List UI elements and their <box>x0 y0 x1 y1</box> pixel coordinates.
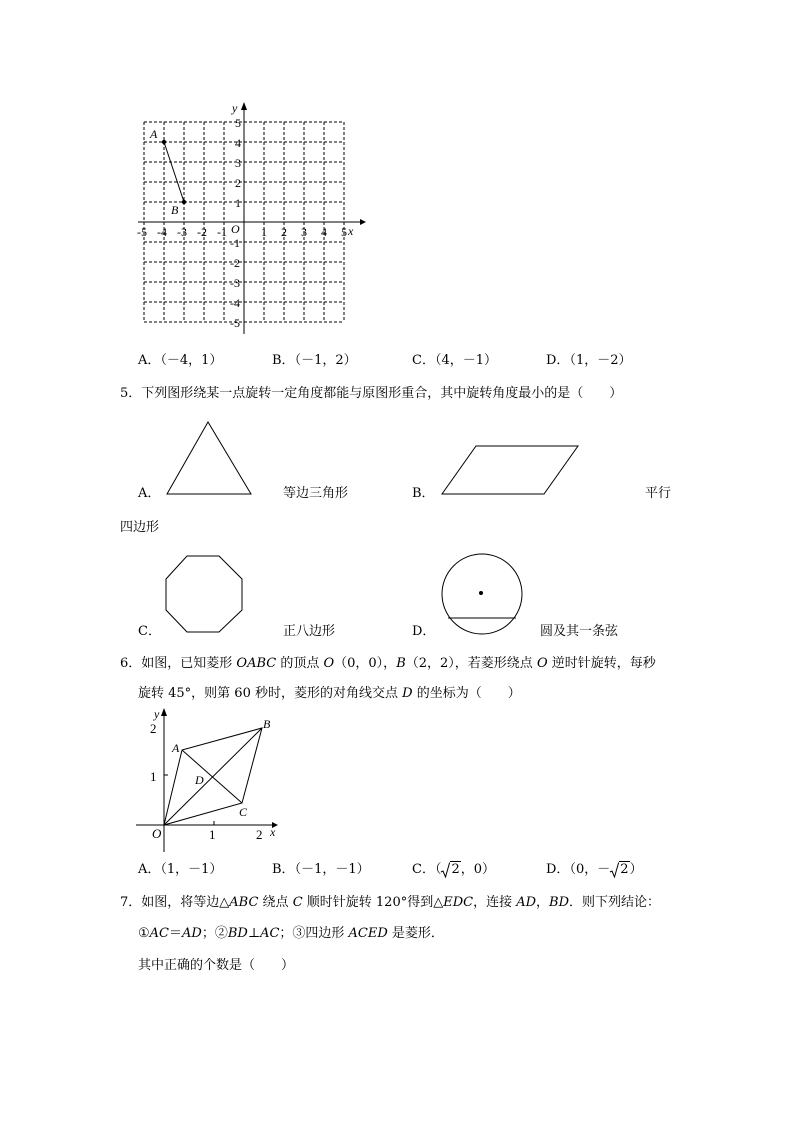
q5-option-c-caption: 正八边形 <box>283 624 336 639</box>
q7-var: BD <box>549 895 570 910</box>
q7-text: 绕点 <box>258 895 293 910</box>
q5-option-d-caption: 圆及其一条弦 <box>540 624 619 639</box>
q7-text: ， <box>536 895 550 910</box>
q4-point-b <box>182 200 186 204</box>
q6-option-d-post: ） <box>629 862 643 877</box>
q4-y-tick-label: -2 <box>230 256 240 270</box>
q7-text: ．则下列结论： <box>569 895 661 910</box>
q7-line1 <box>120 895 660 911</box>
q6-label-a: A <box>172 741 180 755</box>
q4-x-arrow <box>360 219 366 225</box>
q6-var: O <box>323 656 335 671</box>
q5-option-b-letter: B． <box>412 486 435 501</box>
q4-x-tick-label: 1 <box>261 225 267 239</box>
q4-x-tick-label: 2 <box>281 225 287 239</box>
q5-figure-parallelogram <box>440 444 582 496</box>
q4-x-tick-label: -2 <box>197 225 207 239</box>
q7-var: AD <box>516 895 537 910</box>
q4-label-b: B <box>171 203 179 217</box>
q5-option-c-letter: C． <box>138 624 161 639</box>
q5-option-b-caption-cont: 四边形 <box>120 520 160 535</box>
q6-text: （0，0）， <box>334 656 397 671</box>
q4-y-tick-label: -4 <box>230 296 240 310</box>
q7-text: ① <box>138 926 150 941</box>
q6-y-arrow <box>161 708 167 716</box>
q6-tick-y1-label: 1 <box>150 769 157 784</box>
q5-stem: 5．下列图形绕某一点旋转一定角度都能与原图形重合，其中旋转角度最小的是（ ） <box>120 386 623 401</box>
q5-option-b-caption: 平行 <box>645 486 672 501</box>
q6-option-d-letter: D． <box>546 862 570 877</box>
q6-diagonal-ac <box>182 750 242 803</box>
q6-text: 逆时针旋转，每秒 <box>547 656 656 671</box>
q5-figure-circle-chord <box>439 551 525 637</box>
q4-y-label: y <box>232 101 238 115</box>
q4-option-a-text: （－4，1） <box>160 353 223 368</box>
q6-line2 <box>138 686 521 702</box>
q7-line2 <box>138 926 444 942</box>
q4-y-tick-label: 2 <box>235 176 241 190</box>
q7-var: AC <box>149 926 169 941</box>
q6-option-a <box>138 862 222 878</box>
q7-text: ⊥ <box>247 926 261 941</box>
q4-option-c <box>412 353 497 369</box>
q6-y-label: y <box>154 707 160 721</box>
q4-y-tick-label: -3 <box>230 276 240 290</box>
q4-option-b-letter: B． <box>272 353 295 368</box>
q4-x-tick-label: 3 <box>301 225 307 239</box>
q4-label-a: A <box>150 127 158 141</box>
q6-label-c: C <box>239 805 248 819</box>
q4-segment-ab <box>164 142 184 202</box>
q6-var: OABC <box>236 656 277 671</box>
sqrt-symbol <box>441 862 460 878</box>
q5-figure-triangle <box>165 420 255 498</box>
q6-option-d-radicand: 2 <box>620 862 629 877</box>
q7-var: BD <box>227 926 248 941</box>
q4-x-tick-label: -3 <box>177 225 187 239</box>
q4-option-d-letter: D． <box>546 353 570 368</box>
q4-y-tick-label: -5 <box>230 316 240 330</box>
q4-option-c-text: （4，－1） <box>434 353 497 368</box>
q6-tick-y2-label: 2 <box>150 721 157 736</box>
q6-option-c-radicand: 2 <box>451 862 460 877</box>
q4-origin-label: O <box>231 222 240 236</box>
q6-option-b <box>272 862 370 878</box>
q4-x-tick-label: -5 <box>137 225 147 239</box>
q6-option-a-text: （1，－1） <box>160 862 223 877</box>
q6-option-d-pre: （0，－ <box>569 862 611 877</box>
q6-origin-label: O <box>152 826 162 841</box>
q7-text: ；③四边形 <box>279 926 349 941</box>
q4-option-c-letter: C． <box>412 353 435 368</box>
q6-option-b-letter: B． <box>272 862 295 877</box>
q6-option-c <box>412 862 495 878</box>
q4-x-label: x <box>348 224 354 238</box>
q4-option-b <box>272 353 357 369</box>
q7-text: ；② <box>201 926 228 941</box>
q4-option-d <box>546 353 631 369</box>
q7-var: ACED <box>348 926 388 941</box>
q4-y-tick-label: -1 <box>230 236 240 250</box>
q4-y-tick-label: 5 <box>235 116 241 130</box>
q6-text: 旋转 45°，则第 60 秒时，菱形的对角线交点 <box>138 686 403 701</box>
q7-text: ，连接 <box>473 895 517 910</box>
q7-var: C <box>292 895 303 910</box>
q6-tick-x1-label: 1 <box>209 827 216 842</box>
q4-point-a <box>162 140 166 144</box>
q6-x-label: x <box>270 825 276 839</box>
q6-tick-x2-label: 2 <box>256 827 263 842</box>
q7-text: 是菱形． <box>387 926 444 941</box>
q4-option-b-text: （－1，2） <box>294 353 357 368</box>
q4-y-tick-label: 4 <box>235 136 241 150</box>
q4-x-tick-label: -4 <box>157 225 167 239</box>
q6-option-b-text: （－1，－1） <box>294 862 370 877</box>
q4-y-tick-label: 3 <box>235 156 241 170</box>
q4-coordinate-grid <box>130 98 370 338</box>
q6-label-b: B <box>263 717 271 731</box>
q4-x-tick-label: 4 <box>321 225 327 239</box>
q7-var: EDC <box>443 895 474 910</box>
q7-line3: 其中正确的个数是（ ） <box>138 958 295 973</box>
q6-text: 的坐标为（ ） <box>412 686 521 701</box>
q5-option-d-letter: D． <box>412 624 436 639</box>
q5-figure-octagon <box>164 554 244 634</box>
q6-option-c-pre: （ <box>434 862 442 877</box>
q6-var: O <box>536 656 548 671</box>
q7-var: AD <box>182 926 202 941</box>
q7-var: ABC <box>229 895 259 910</box>
q4-option-d-text: （1，－2） <box>569 353 632 368</box>
q4-y-arrow <box>241 102 247 110</box>
q5-option-a-caption: 等边三角形 <box>283 486 349 501</box>
q6-text: 6．如图，已知菱形 <box>120 656 237 671</box>
q6-option-a-letter: A． <box>138 862 161 877</box>
q7-text: 7．如图，将等边△ <box>120 895 230 910</box>
q4-x-tick-label: -1 <box>217 225 227 239</box>
q4-y-tick-label: 1 <box>235 196 241 210</box>
q6-option-c-letter: C． <box>412 862 435 877</box>
q6-option-d <box>546 862 643 878</box>
q4-x-tick-label: 5 <box>341 225 347 239</box>
q5-option-a-letter: A． <box>138 486 161 501</box>
q6-var: B <box>396 656 406 671</box>
q7-text: 顺时针旋转 120°得到△ <box>302 895 444 910</box>
q7-text: ＝ <box>169 926 183 941</box>
q4-option-a <box>138 353 222 369</box>
q6-line1 <box>120 656 656 672</box>
q6-text: 的顶点 <box>276 656 324 671</box>
q6-rhombus-graph <box>132 706 282 852</box>
q7-var: AC <box>260 926 280 941</box>
q6-option-c-post: ，0） <box>460 862 496 877</box>
q6-var: D <box>402 686 413 701</box>
q6-text: （2，2），若菱形绕点 <box>405 656 537 671</box>
q4-option-a-letter: A． <box>138 353 161 368</box>
sqrt-symbol <box>610 862 629 878</box>
q6-label-d: D <box>195 773 204 787</box>
